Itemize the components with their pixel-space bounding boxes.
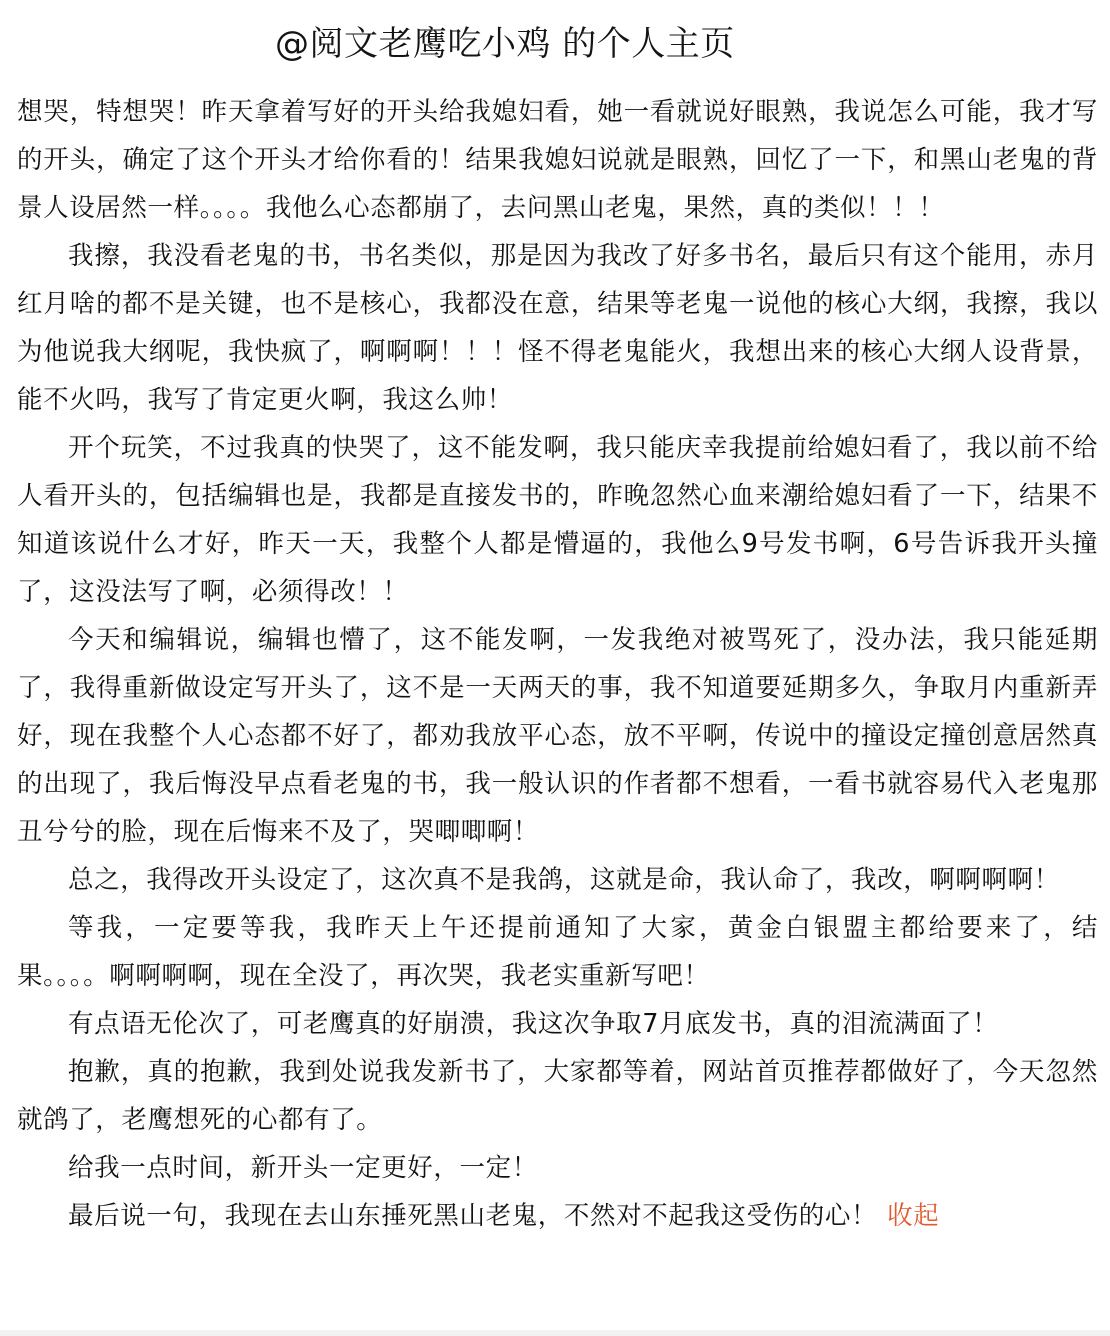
post-paragraph-2: 我擦，我没看老鬼的书，书名类似，那是因为我改了好多书名，最后只有这个能用，赤月红月啥的都不是关键，也不是核心，我都没在意，结果等老鬼一说他的核心大纲，我擦，我以为他说我大纲呢，我快疯了，啊啊啊！！！怪不得老鬼能火，我想出来的核心大纲人设背景，能不火吗，我写了肯定更火啊，我这么帅！ <box>17 241 1098 415</box>
post-body <box>17 88 1098 1240</box>
post-paragraph-4: 今天和编辑说，编辑也懵了，这不能发啊，一发我绝对被骂死了，没办法，我只能延期了，我得重新做设定写开头了，这不是一天两天的事，我不知道要延期多久，争取月内重新弄好，现在我整个人心态都不好了，都劝我放平心态，放不平啊，传说中的撞设定撞创意居然真的出现了，我后悔没早点看老鬼的书，我一般认识的作者都不想看，一看书就容易代入老鬼那丑兮兮的脸，现在后悔来不及了，哭唧唧啊！ <box>17 625 1098 847</box>
bottom-divider <box>0 1330 1110 1336</box>
post-paragraph-8: 抱歉，真的抱歉，我到处说我发新书了，大家都等着，网站首页推荐都做好了，今天忽然就鸽了，老鹰想死的心都有了。 <box>17 1057 1098 1135</box>
collapse-link[interactable]: 收起 <box>887 1201 940 1231</box>
post-paragraph-10-text: 最后说一句，我现在去山东捶死黑山老鬼，不然对不起我这受伤的心！ <box>68 1201 878 1231</box>
post-paragraph-9: 给我一点时间，新开头一定更好，一定！ <box>68 1153 538 1183</box>
post-paragraph-5: 总之，我得改开头设定了，这次真不是我鸽，这就是命，我认命了，我改，啊啊啊啊！ <box>68 865 1060 895</box>
page-header <box>17 0 1098 88</box>
post-paragraph-7: 有点语无伦次了，可老鹰真的好崩溃，我这次争取7月底发书，真的泪流满面了！ <box>68 1009 999 1039</box>
post-paragraph-1: 想哭，特想哭！昨天拿着写好的开头给我媳妇看，她一看就说好眼熟，我说怎么可能，我才写的开头，确定了这个开头才给你看的！结果我媳妇说就是眼熟，回忆了一下，和黑山老鬼的背景人设居然一样。。。。我他么心态都崩了，去问黑山老鬼，果然，真的类似！！！ <box>17 97 1098 223</box>
post-paragraph-6: 等我，一定要等我，我昨天上午还提前通知了大家，黄金白银盟主都给要来了，结果。。。。啊啊啊啊，现在全没了，再次哭，我老实重新写吧！ <box>17 913 1098 991</box>
page-title: @阅文老鹰吃小鸡 的个人主页 <box>275 24 735 64</box>
post-paragraph-3: 开个玩笑，不过我真的快哭了，这不能发啊，我只能庆幸我提前给媳妇看了，我以前不给人看开头的，包括编辑也是，我都是直接发书的，昨晚忽然心血来潮给媳妇看了一下，结果不知道该说什么才好，昨天一天，我整个人都是懵逼的，我他么9号发书啊，6号告诉我开头撞了，这没法写了啊，必须得改！！ <box>17 433 1098 607</box>
post-paragraph-10 <box>17 1192 1098 1240</box>
